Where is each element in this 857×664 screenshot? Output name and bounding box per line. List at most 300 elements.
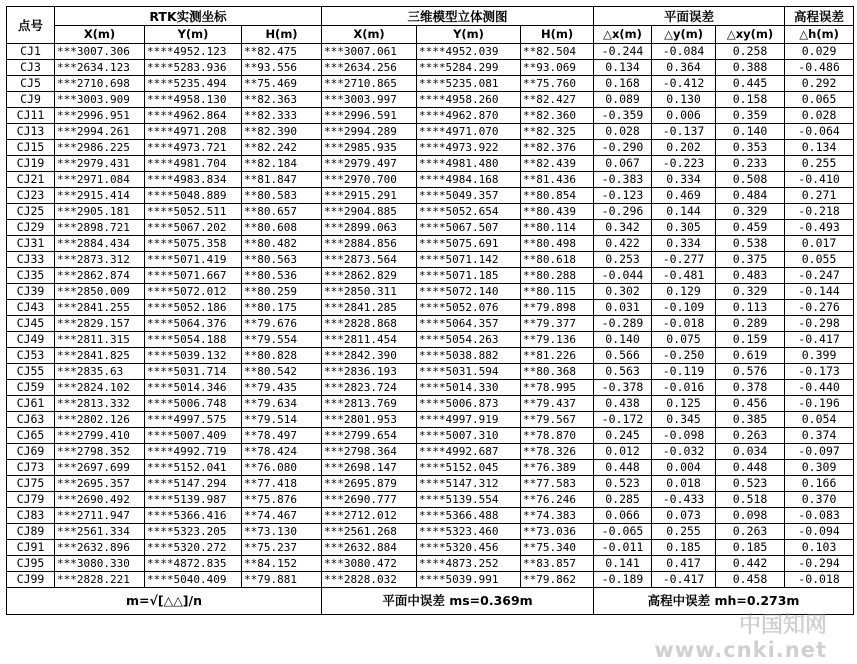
table-cell: ***2711.947 [55, 508, 145, 524]
table-cell: **81.436 [521, 172, 594, 188]
table-cell: -0.196 [785, 396, 854, 412]
table-cell: ***2979.431 [55, 156, 145, 172]
table-cell: 0.166 [785, 476, 854, 492]
table-row [7, 268, 854, 284]
table-cell: -0.410 [785, 172, 854, 188]
table-cell: **75.760 [521, 76, 594, 92]
table-cell: ***2697.699 [55, 460, 145, 476]
table-cell: **80.482 [242, 236, 322, 252]
table-cell: ****5284.299 [417, 60, 521, 76]
table-cell: **80.618 [521, 252, 594, 268]
table-cell: 0.538 [716, 236, 785, 252]
table-cell: ***2828.032 [322, 572, 417, 588]
table-cell: 0.342 [594, 220, 652, 236]
table-cell: 0.305 [652, 220, 716, 236]
point-id-cell: CJ43 [7, 300, 55, 316]
table-cell: **80.854 [521, 188, 594, 204]
column-header: △h(m) [785, 26, 854, 44]
point-id-cell: CJ99 [7, 572, 55, 588]
table-cell: ***2899.063 [322, 220, 417, 236]
table-cell: **76.246 [521, 492, 594, 508]
table-cell: -0.247 [785, 268, 854, 284]
table-cell: **82.325 [521, 124, 594, 140]
table-cell: ****5064.357 [417, 316, 521, 332]
table-cell: -0.481 [652, 268, 716, 284]
table-cell: 0.483 [716, 268, 785, 284]
table-cell: **81.847 [242, 172, 322, 188]
column-header: △y(m) [652, 26, 716, 44]
table-cell: **80.259 [242, 284, 322, 300]
table-cell: ***2811.454 [322, 332, 417, 348]
point-id-cell: CJ35 [7, 268, 55, 284]
table-cell: ***2850.009 [55, 284, 145, 300]
rtk-group-header: RTK实测坐标 [55, 7, 322, 26]
table-cell: ****5007.310 [417, 428, 521, 444]
table-cell: ****5014.330 [417, 380, 521, 396]
table-cell: ****4992.719 [145, 444, 242, 460]
table-cell: ****4952.123 [145, 44, 242, 60]
table-cell: -0.298 [785, 316, 854, 332]
table-cell: **78.424 [242, 444, 322, 460]
table-cell: **80.368 [521, 364, 594, 380]
table-cell: ****4983.834 [145, 172, 242, 188]
point-id-cell: CJ55 [7, 364, 55, 380]
table-cell: 0.089 [594, 92, 652, 108]
table-cell: ****5052.186 [145, 300, 242, 316]
column-header: Y(m) [145, 26, 242, 44]
table-cell: ****4981.704 [145, 156, 242, 172]
table-cell: -0.276 [785, 300, 854, 316]
table-cell: 0.458 [716, 572, 785, 588]
table-cell: -0.294 [785, 556, 854, 572]
table-cell: ****4962.864 [145, 108, 242, 124]
table-cell: 0.523 [716, 476, 785, 492]
table-row [7, 236, 854, 252]
table-cell: **79.898 [521, 300, 594, 316]
table-cell: **82.184 [242, 156, 322, 172]
table-cell: -0.119 [652, 364, 716, 380]
table-cell: **80.608 [242, 220, 322, 236]
table-cell: ***2994.261 [55, 124, 145, 140]
table-cell: 0.258 [716, 44, 785, 60]
point-id-cell: CJ29 [7, 220, 55, 236]
table-cell: 0.134 [785, 140, 854, 156]
table-cell: ****5071.667 [145, 268, 242, 284]
table-cell: ****5075.691 [417, 236, 521, 252]
table-row [7, 284, 854, 300]
table-cell: ***3007.061 [322, 44, 417, 60]
table-cell: 0.140 [716, 124, 785, 140]
watermark [654, 614, 827, 662]
table-cell: ****5075.358 [145, 236, 242, 252]
table-cell: 0.518 [716, 492, 785, 508]
table-cell: 0.125 [652, 396, 716, 412]
table-cell: ****4962.870 [417, 108, 521, 124]
table-cell: 0.004 [652, 460, 716, 476]
table-cell: ***2813.332 [55, 396, 145, 412]
table-cell: 0.417 [652, 556, 716, 572]
table-cell: ****5067.202 [145, 220, 242, 236]
table-cell: ****5147.294 [145, 476, 242, 492]
table-cell: **83.857 [521, 556, 594, 572]
table-cell: ***2841.285 [322, 300, 417, 316]
table-cell: 0.385 [716, 412, 785, 428]
table-cell: **79.136 [521, 332, 594, 348]
table-row [7, 220, 854, 236]
table-cell: 0.456 [716, 396, 785, 412]
table-row [7, 204, 854, 220]
table-cell: ****5320.456 [417, 540, 521, 556]
table-cell: ****5152.045 [417, 460, 521, 476]
table-cell: ***2823.724 [322, 380, 417, 396]
table-cell: ****4973.922 [417, 140, 521, 156]
table-cell: 0.353 [716, 140, 785, 156]
table-cell: 0.459 [716, 220, 785, 236]
table-cell: 0.168 [594, 76, 652, 92]
table-cell: ***2836.193 [322, 364, 417, 380]
table-cell: -0.172 [594, 412, 652, 428]
table-cell: **79.377 [521, 316, 594, 332]
table-cell: 0.129 [652, 284, 716, 300]
point-id-cell: CJ63 [7, 412, 55, 428]
table-row [7, 364, 854, 380]
table-cell: 0.065 [785, 92, 854, 108]
table-cell: ***2632.896 [55, 540, 145, 556]
table-cell: ***2905.181 [55, 204, 145, 220]
table-cell: ****5048.889 [145, 188, 242, 204]
point-id-cell: CJ1 [7, 44, 55, 60]
table-cell: 0.255 [785, 156, 854, 172]
table-cell: **82.504 [521, 44, 594, 60]
table-cell: 0.563 [594, 364, 652, 380]
table-cell: **75.237 [242, 540, 322, 556]
table-cell: ***2971.084 [55, 172, 145, 188]
table-cell: ***2690.492 [55, 492, 145, 508]
height-error-group-header: 高程误差 [785, 7, 854, 26]
table-cell: **80.536 [242, 268, 322, 284]
point-id-cell: CJ25 [7, 204, 55, 220]
table-cell: **73.036 [521, 524, 594, 540]
point-id-cell: CJ39 [7, 284, 55, 300]
table-row [7, 508, 854, 524]
table-cell: ****5052.511 [145, 204, 242, 220]
table-cell: **82.363 [242, 92, 322, 108]
table-cell: 0.075 [652, 332, 716, 348]
table-cell: 0.302 [594, 284, 652, 300]
table-cell: 0.113 [716, 300, 785, 316]
table-cell: -0.223 [652, 156, 716, 172]
table-cell: 0.034 [716, 444, 785, 460]
table-cell: ***2798.364 [322, 444, 417, 460]
table-cell: -0.486 [785, 60, 854, 76]
table-cell: ***2632.884 [322, 540, 417, 556]
table-cell: -0.417 [652, 572, 716, 588]
table-cell: ***2828.868 [322, 316, 417, 332]
table-row [7, 172, 854, 188]
table-cell: **75.469 [242, 76, 322, 92]
table-cell: **80.563 [242, 252, 322, 268]
table-row [7, 316, 854, 332]
table-cell: **80.175 [242, 300, 322, 316]
table-cell: **81.226 [521, 348, 594, 364]
plane-error-group-header: 平面误差 [594, 7, 785, 26]
table-cell: -0.173 [785, 364, 854, 380]
table-row [7, 380, 854, 396]
table-cell: ****5039.991 [417, 572, 521, 588]
table-cell: ****5072.140 [417, 284, 521, 300]
table-cell: ****5235.081 [417, 76, 521, 92]
table-cell: -0.011 [594, 540, 652, 556]
table-cell: ***2884.856 [322, 236, 417, 252]
table-cell: 0.271 [785, 188, 854, 204]
table-cell: **80.288 [521, 268, 594, 284]
table-cell: **82.475 [242, 44, 322, 60]
table-cell: 0.334 [652, 236, 716, 252]
point-id-cell: CJ31 [7, 236, 55, 252]
table-cell: 0.345 [652, 412, 716, 428]
table-cell: 0.140 [594, 332, 652, 348]
column-header: X(m) [322, 26, 417, 44]
table-cell: 0.263 [716, 524, 785, 540]
table-row [7, 332, 854, 348]
column-header: H(m) [521, 26, 594, 44]
table-cell: 0.438 [594, 396, 652, 412]
table-cell: 0.445 [716, 76, 785, 92]
table-cell: 0.012 [594, 444, 652, 460]
report-wrapper [6, 6, 854, 615]
table-cell: **78.870 [521, 428, 594, 444]
table-cell: ****5152.041 [145, 460, 242, 476]
table-cell: ****4984.168 [417, 172, 521, 188]
table-cell: ***2915.414 [55, 188, 145, 204]
point-id-cell: CJ23 [7, 188, 55, 204]
table-cell: -0.144 [785, 284, 854, 300]
table-cell: 0.158 [716, 92, 785, 108]
table-cell: **76.080 [242, 460, 322, 476]
table-cell: **82.390 [242, 124, 322, 140]
table-row [7, 524, 854, 540]
table-cell: -0.044 [594, 268, 652, 284]
table-cell: -0.032 [652, 444, 716, 460]
table-cell: -0.277 [652, 252, 716, 268]
table-cell: ***3080.330 [55, 556, 145, 572]
table-cell: 0.523 [594, 476, 652, 492]
point-id-cell: CJ15 [7, 140, 55, 156]
table-cell: 0.576 [716, 364, 785, 380]
table-cell: ****5054.188 [145, 332, 242, 348]
table-row [7, 476, 854, 492]
point-id-cell: CJ91 [7, 540, 55, 556]
table-cell: ***2996.951 [55, 108, 145, 124]
table-cell: ****5006.748 [145, 396, 242, 412]
table-cell: 0.329 [716, 284, 785, 300]
table-cell: ***3080.472 [322, 556, 417, 572]
table-cell: ***2841.255 [55, 300, 145, 316]
table-cell: 0.359 [716, 108, 785, 124]
table-cell: 0.508 [716, 172, 785, 188]
table-cell: -0.084 [652, 44, 716, 60]
column-header: △xy(m) [716, 26, 785, 44]
table-cell: ****5054.263 [417, 332, 521, 348]
table-cell: ***2904.885 [322, 204, 417, 220]
point-column-header: 点号 [7, 7, 55, 44]
table-cell: 0.484 [716, 188, 785, 204]
table-cell: ****5071.185 [417, 268, 521, 284]
table-cell: 0.374 [785, 428, 854, 444]
table-cell: -0.094 [785, 524, 854, 540]
height-error-summary: 高程中误差 mh=0.273m [594, 588, 854, 615]
point-id-cell: CJ61 [7, 396, 55, 412]
table-cell: ***2690.777 [322, 492, 417, 508]
plane-error-summary: 平面中误差 ms=0.369m [322, 588, 594, 615]
table-cell: -0.098 [652, 428, 716, 444]
table-cell: ***2710.698 [55, 76, 145, 92]
table-cell: 0.370 [785, 492, 854, 508]
table-cell: 0.028 [594, 124, 652, 140]
table-cell: -0.250 [652, 348, 716, 364]
table-cell: 0.448 [716, 460, 785, 476]
table-cell: -0.296 [594, 204, 652, 220]
table-cell: **75.876 [242, 492, 322, 508]
table-cell: 0.329 [716, 204, 785, 220]
table-cell: 0.253 [594, 252, 652, 268]
table-cell: ****5139.554 [417, 492, 521, 508]
point-id-cell: CJ79 [7, 492, 55, 508]
table-cell: **82.333 [242, 108, 322, 124]
table-cell: -0.359 [594, 108, 652, 124]
table-cell: ***2835.63 [55, 364, 145, 380]
table-cell: **82.439 [521, 156, 594, 172]
table-cell: 0.006 [652, 108, 716, 124]
table-cell: ***2561.334 [55, 524, 145, 540]
table-cell: ***2811.315 [55, 332, 145, 348]
table-cell: -0.378 [594, 380, 652, 396]
point-id-cell: CJ59 [7, 380, 55, 396]
table-cell: ****5064.376 [145, 316, 242, 332]
table-cell: 0.018 [652, 476, 716, 492]
table-cell: ***2915.291 [322, 188, 417, 204]
table-cell: -0.440 [785, 380, 854, 396]
table-cell: 0.233 [716, 156, 785, 172]
table-cell: ***2695.879 [322, 476, 417, 492]
table-cell: ****5031.594 [417, 364, 521, 380]
table-cell: ***2850.311 [322, 284, 417, 300]
table-cell: ***2801.953 [322, 412, 417, 428]
table-cell: **79.554 [242, 332, 322, 348]
table-cell: **80.498 [521, 236, 594, 252]
table-cell: **80.657 [242, 204, 322, 220]
table-cell: 0.159 [716, 332, 785, 348]
table-cell: ****5052.076 [417, 300, 521, 316]
point-id-cell: CJ3 [7, 60, 55, 76]
table-cell: ***2799.410 [55, 428, 145, 444]
point-id-cell: CJ19 [7, 156, 55, 172]
point-id-cell: CJ33 [7, 252, 55, 268]
table-cell: 0.364 [652, 60, 716, 76]
table-row [7, 108, 854, 124]
table-cell: **80.828 [242, 348, 322, 364]
point-id-cell: CJ95 [7, 556, 55, 572]
table-cell: -0.289 [594, 316, 652, 332]
table-cell: -0.412 [652, 76, 716, 92]
table-row [7, 348, 854, 364]
table-cell: ****5072.012 [145, 284, 242, 300]
table-cell: **93.556 [242, 60, 322, 76]
table-cell: -0.383 [594, 172, 652, 188]
point-id-cell: CJ65 [7, 428, 55, 444]
table-cell: ***2561.268 [322, 524, 417, 540]
table-cell: ****4981.480 [417, 156, 521, 172]
model-group-header: 三维模型立体测图 [322, 7, 594, 26]
table-cell: 0.130 [652, 92, 716, 108]
table-cell: ***3003.909 [55, 92, 145, 108]
table-footer [7, 588, 854, 615]
table-row [7, 76, 854, 92]
point-id-cell: CJ75 [7, 476, 55, 492]
table-cell: -0.244 [594, 44, 652, 60]
table-cell: ***2996.591 [322, 108, 417, 124]
table-cell: 0.103 [785, 540, 854, 556]
table-row [7, 412, 854, 428]
table-cell: **77.418 [242, 476, 322, 492]
point-id-cell: CJ73 [7, 460, 55, 476]
table-cell: -0.064 [785, 124, 854, 140]
table-cell: **80.542 [242, 364, 322, 380]
table-cell: -0.417 [785, 332, 854, 348]
table-cell: ****5071.419 [145, 252, 242, 268]
table-cell: **82.427 [521, 92, 594, 108]
table-cell: ****5139.987 [145, 492, 242, 508]
point-id-cell: CJ13 [7, 124, 55, 140]
point-id-cell: CJ49 [7, 332, 55, 348]
table-cell: **76.389 [521, 460, 594, 476]
table-cell: ***2712.012 [322, 508, 417, 524]
point-id-cell: CJ5 [7, 76, 55, 92]
table-header [7, 7, 854, 44]
table-row [7, 460, 854, 476]
table-cell: ****4958.130 [145, 92, 242, 108]
table-cell: 0.388 [716, 60, 785, 76]
table-cell: **82.242 [242, 140, 322, 156]
table-cell: 0.098 [716, 508, 785, 524]
table-cell: -0.018 [785, 572, 854, 588]
table-cell: ****5323.205 [145, 524, 242, 540]
table-cell: -0.218 [785, 204, 854, 220]
table-cell: ****5039.132 [145, 348, 242, 364]
table-row [7, 572, 854, 588]
table-cell: 0.399 [785, 348, 854, 364]
table-cell: ****4997.919 [417, 412, 521, 428]
point-id-cell: CJ83 [7, 508, 55, 524]
point-id-cell: CJ69 [7, 444, 55, 460]
table-cell: ***2695.357 [55, 476, 145, 492]
table-cell: 0.055 [785, 252, 854, 268]
table-cell: ****5049.357 [417, 188, 521, 204]
table-cell: ***2698.147 [322, 460, 417, 476]
table-cell: ***2862.874 [55, 268, 145, 284]
table-cell: ***3003.997 [322, 92, 417, 108]
table-cell: **80.115 [521, 284, 594, 300]
table-cell: 0.066 [594, 508, 652, 524]
table-cell: ****4971.070 [417, 124, 521, 140]
table-cell: 0.289 [716, 316, 785, 332]
table-cell: ****5031.714 [145, 364, 242, 380]
table-row [7, 492, 854, 508]
table-row [7, 252, 854, 268]
table-cell: **80.583 [242, 188, 322, 204]
table-cell: -0.433 [652, 492, 716, 508]
table-cell: -0.109 [652, 300, 716, 316]
